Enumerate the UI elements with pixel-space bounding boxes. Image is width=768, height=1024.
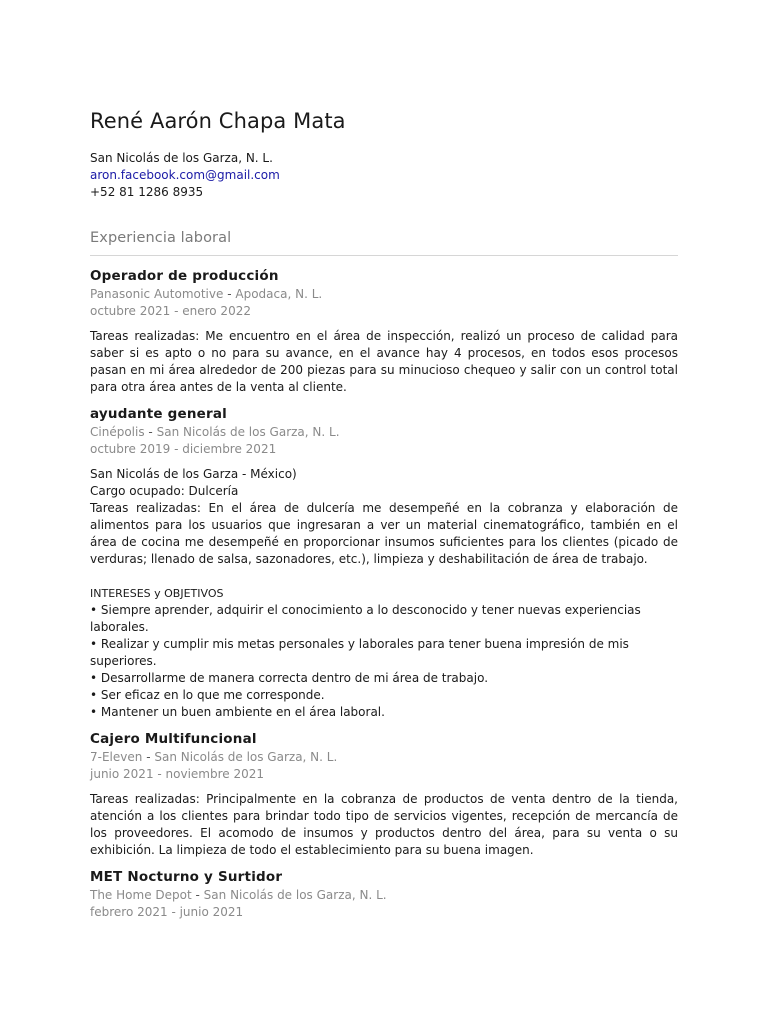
job-separator: - [195,888,200,902]
job-separator: - [227,287,232,301]
email-link[interactable]: aron.facebook.com@gmail.com [90,168,280,182]
section-title-experience: Experiencia laboral [90,230,232,246]
person-name: René Aarón Chapa Mata [90,109,346,133]
job-location: San Nicolás de los Garza, N. L. [154,750,338,764]
job-company-line [90,286,678,303]
job-role-line: Cargo ocupado: Dulcería [90,484,239,498]
job-dates: octubre 2019 - diciembre 2021 [90,442,277,456]
job-location: Apodaca, N. L. [235,287,323,301]
job-description: Tareas realizadas: Principalmente en la cobranza de productos de venta dentro de la tienda, atención a los clientes para brindar todo tipo de servicios vigentes, recepción de mercancía de los proveedores. El acomodo de insumos y productos dentro del área, para su venta o su exhibición. La limpieza de todo el establecimiento para su buena imagen. [90,792,678,857]
job-entry [90,867,678,921]
interests-title: INTERESES y OBJETIVOS [90,587,224,600]
job-title: MET Nocturno y Surtidor [90,869,283,885]
job-company: Cinépolis [90,425,145,439]
section-divider [90,255,678,256]
job-entry [90,729,678,859]
job-location: San Nicolás de los Garza, N. L. [156,425,340,439]
job-dates: junio 2021 - noviembre 2021 [90,767,265,781]
job-company: The Home Depot [90,888,192,902]
job-entry [90,266,678,396]
interest-item: • Ser eficaz en lo que me corresponde. [90,688,325,702]
interest-item: • Desarrollarme de manera correcta dentro de mi área de trabajo. [90,671,489,685]
phone-text: +52 81 1286 8935 [90,185,204,199]
location-text: San Nicolás de los Garza, N. L. [90,151,273,165]
interest-item: • Mantener un buen ambiente en el área laboral. [90,705,385,719]
job-location: San Nicolás de los Garza, N. L. [203,888,387,902]
job-dates: febrero 2021 - junio 2021 [90,905,244,919]
job-company-line [90,749,678,766]
job-title: Operador de producción [90,268,279,284]
job-company-line [90,887,678,904]
job-company: 7-Eleven [90,750,143,764]
spacer [90,568,678,585]
job-separator: - [148,425,153,439]
job-entry [90,404,678,721]
interest-item: • Realizar y cumplir mis metas personales y laborales para tener buena impresión de mis superiores. [90,637,629,668]
interest-item: • Siempre aprender, adquirir el conocimiento a lo desconocido y tener nuevas experiencias laborales. [90,603,641,634]
job-company-line [90,424,678,441]
job-dates: octubre 2021 - enero 2022 [90,304,251,318]
job-description: Tareas realizadas: En el área de dulcería me desempeñé en la cobranza y elaboración de alimentos para los usuarios que ingresaran a ver un material cinematográfico, también en el área de cocina me desempeñé en proporcionar insumos suficientes para los clientes (picado de verduras; llenado de salsa, sazonadores, etc.), limpieza y deshabilitación de área de trabajo. [90,501,678,566]
job-separator: - [146,750,151,764]
job-description: Tareas realizadas: Me encuentro en el área de inspección, realizó un proceso de calidad para saber si es apto o no para su avance, en el avance hay 4 procesos, en todos esos procesos pasan en mi área alrededor de 200 piezas para su minucioso chequeo y salir con un control total para otra área antes de la venta al cliente. [90,329,678,394]
job-title: Cajero Multifuncional [90,731,257,747]
job-title: ayudante general [90,406,227,422]
job-place-line: San Nicolás de los Garza - México) [90,467,297,481]
job-company: Panasonic Automotive [90,287,224,301]
